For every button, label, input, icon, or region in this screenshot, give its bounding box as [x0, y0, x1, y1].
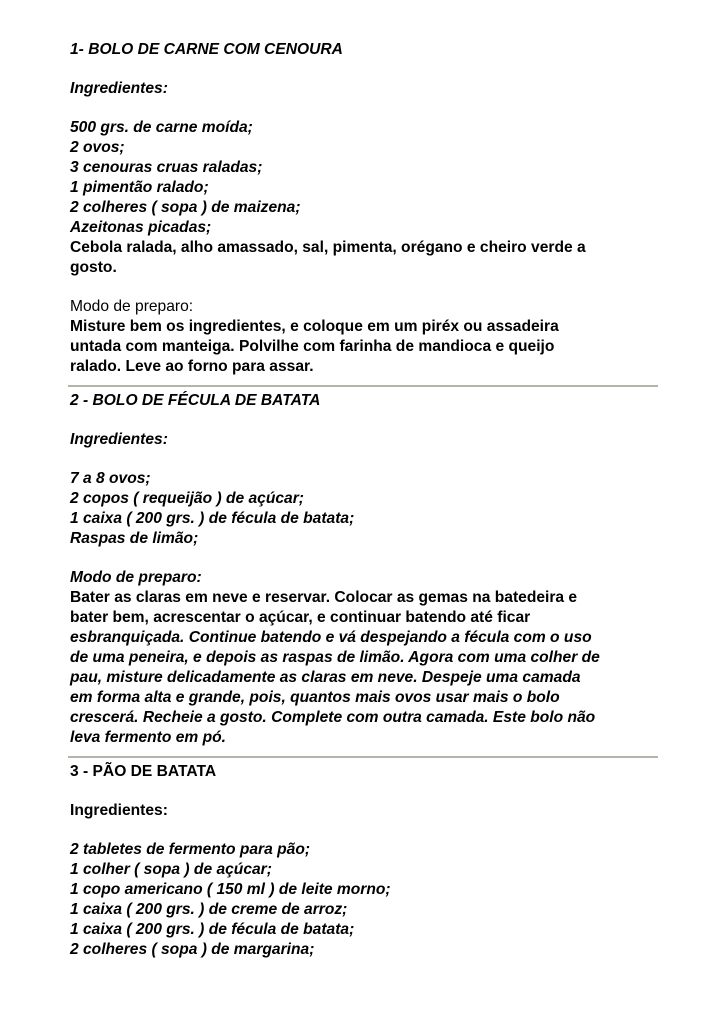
ingredient-line: gosto. — [70, 259, 117, 276]
ingredient-line: 500 grs. de carne moída; — [70, 119, 253, 136]
ingredient-line: 1 caixa ( 200 grs. ) de creme de arroz; — [70, 901, 348, 918]
ingredient-line: 1 pimentão ralado; — [70, 179, 209, 196]
method-line: untada com manteiga. Polvilhe com farinha de mandioca e queijo — [70, 338, 555, 355]
method-line: Bater as claras em neve e reservar. Colocar as gemas na batedeira e — [70, 589, 578, 606]
ingredient-line: 2 ovos; — [70, 139, 125, 156]
recipe-1-method-text — [70, 317, 670, 377]
recipe-2-ingredients-label: Ingredientes: — [70, 431, 168, 448]
ingredient-line: Raspas de limão; — [70, 530, 199, 547]
recipe-document — [70, 40, 670, 960]
ingredient-line: 1 caixa ( 200 grs. ) de fécula de batata; — [70, 510, 355, 527]
recipe-2-ingredient-list — [70, 469, 670, 549]
recipe-3-title: 3 - PÃO DE BATATA — [70, 763, 217, 780]
ingredient-line: 2 tabletes de fermento para pão; — [70, 841, 311, 858]
method-line: leva fermento em pó. — [70, 729, 226, 746]
ingredient-line: 2 copos ( requeijão ) de açúcar; — [70, 490, 304, 507]
ingredient-line: 1 colher ( sopa ) de açúcar; — [70, 861, 272, 878]
ingredient-line: 3 cenouras cruas raladas; — [70, 159, 263, 176]
method-line: Misture bem os ingredientes, e coloque em um piréx ou assadeira — [70, 318, 559, 335]
recipe-2-method-text — [70, 588, 670, 748]
ingredient-line: 1 caixa ( 200 grs. ) de fécula de batata; — [70, 921, 355, 938]
ingredient-line: Cebola ralada, alho amassado, sal, pimenta, orégano e cheiro verde a — [70, 239, 586, 256]
method-line: bater bem, acrescentar o açúcar, e continuar batendo até ficar — [70, 609, 531, 626]
method-line: em forma alta e grande, pois, quantos mais ovos usar mais o bolo — [70, 689, 560, 706]
method-line: esbranquiçada. Continue batendo e vá despejando a fécula com o uso — [70, 629, 592, 646]
recipe-2-method-label: Modo de preparo: — [70, 569, 202, 586]
recipe-1-title: 1- BOLO DE CARNE COM CENOURA — [70, 41, 343, 58]
method-line: ralado. Leve ao forno para assar. — [70, 358, 314, 375]
section-divider — [68, 756, 658, 758]
recipe-3-ingredients-label: Ingredientes: — [70, 802, 168, 819]
recipe-1-ingredients-label: Ingredientes: — [70, 80, 168, 97]
ingredient-line: 2 colheres ( sopa ) de margarina; — [70, 941, 315, 958]
ingredient-line: 1 copo americano ( 150 ml ) de leite morno; — [70, 881, 391, 898]
method-line: de uma peneira, e depois as raspas de limão. Agora com uma colher de — [70, 649, 600, 666]
ingredient-line: Azeitonas picadas; — [70, 219, 212, 236]
recipe-1-method-label: Modo de preparo: — [70, 298, 194, 315]
method-line: pau, misture delicadamente as claras em neve. Despeje uma camada — [70, 669, 581, 686]
recipe-3-ingredient-list — [70, 840, 670, 960]
ingredient-line: 7 a 8 ovos; — [70, 470, 151, 487]
section-divider — [68, 385, 658, 387]
recipe-1-ingredient-list — [70, 118, 670, 278]
recipe-2-title: 2 - BOLO DE FÉCULA DE BATATA — [70, 392, 321, 409]
method-line: crescerá. Recheie a gosto. Complete com outra camada. Este bolo não — [70, 709, 596, 726]
ingredient-line: 2 colheres ( sopa ) de maizena; — [70, 199, 301, 216]
